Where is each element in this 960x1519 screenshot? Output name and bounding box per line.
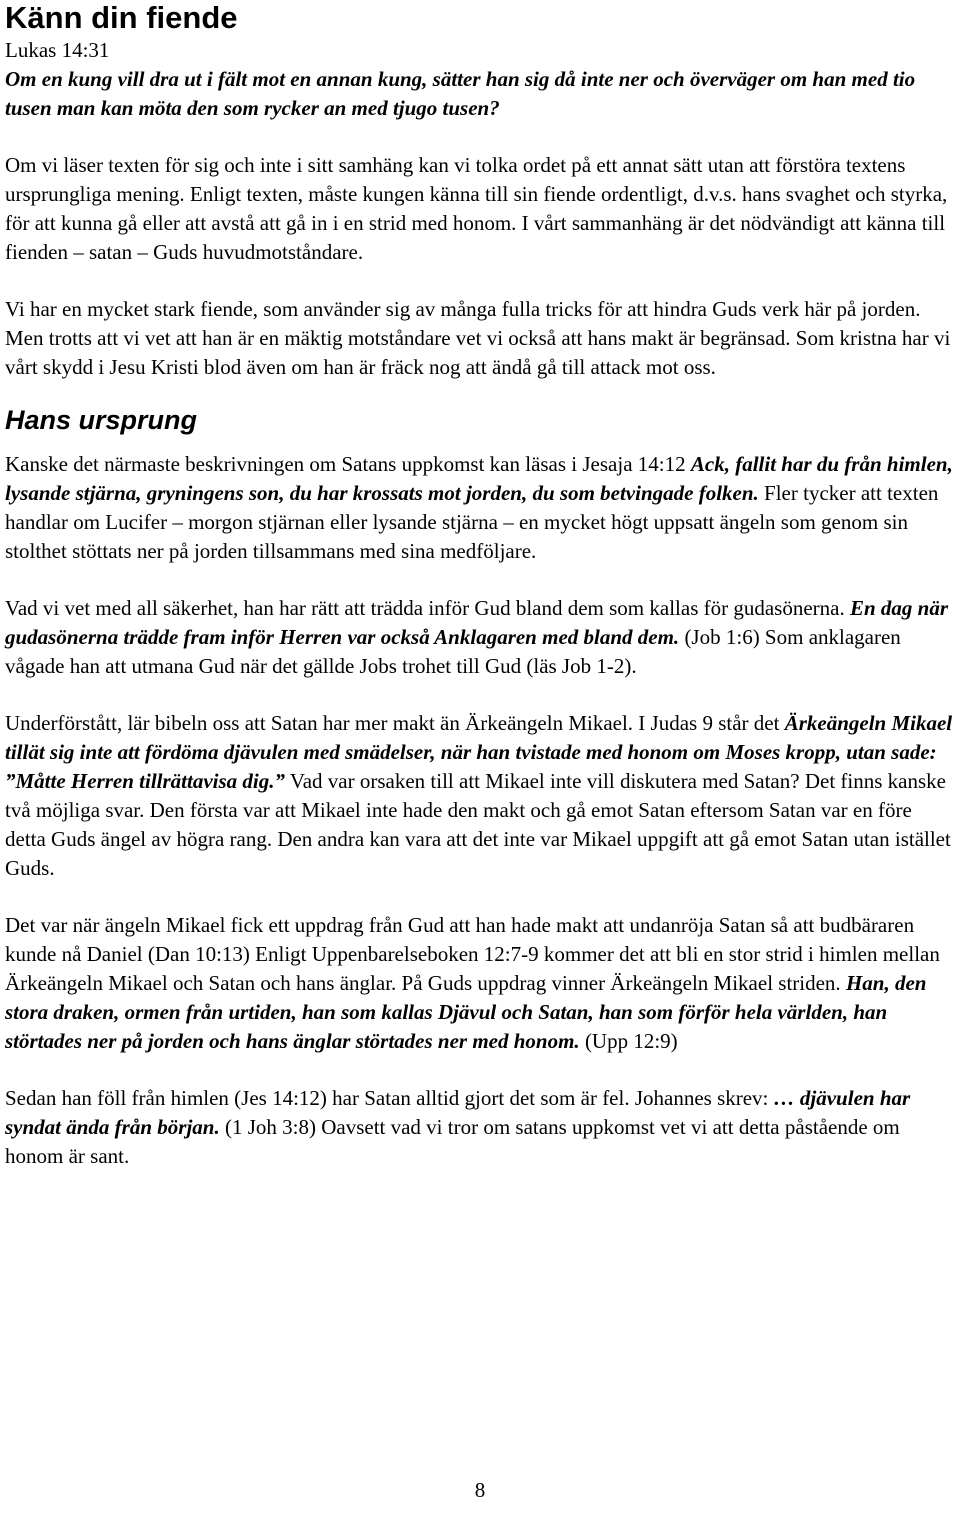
paragraph-accuser-quote: En dag när gudasönerna trädde fram inför Herren var också Anklagaren med bland dem.: [5, 596, 949, 649]
paragraph-accuser-text-c: (Job 1:6) Som anklagaren vågade han att utmana Gud när det gällde Jobs trohet till Gud (läs Job 1-2).: [5, 625, 901, 678]
paragraph-enemy: Vi har en mycket stark fiende, som använder sig av många fulla tricks för att hindra Guds verk här på jorden. Men trotts att vi vet att han är en mäktig motståndare vet vi också att hans makt är begränsad. Som kristna har vi vårt skydd i Jesu Kristi blod även om han är fräck nog att ändå gå till attack mot oss.: [5, 297, 951, 379]
paragraph-origin-text-a: Kanske det närmaste beskrivningen om Satans uppkomst kan läsas i Jesaja 14:12: [5, 452, 691, 476]
paragraph-origin-quote: Ack, fallit har du från himlen, lysande stjärna, gryningens son, du har krossats mot jorden, du som betvingade folken.: [5, 452, 953, 505]
scripture-reference: Lukas 14:31: [5, 38, 110, 62]
paragraph-origin-text-c: Fler tycker att texten handlar om Lucifer – morgon stjärnan eller lysande stjärna – en mycket högt uppsatt ängeln som genom sin stolthet stöttats ner på jorden tillsammans med sina medföljare.: [5, 481, 939, 563]
document-page: [5, 0, 957, 1199]
paragraph-origin: [5, 450, 957, 566]
paragraph-battle-text-c: (Upp 12:9): [579, 1029, 678, 1053]
page-number: 8: [474, 1478, 486, 1502]
paragraph-michael-text-a: Underförstått, lär bibeln oss att Satan har mer makt än Ärkeängeln Mikael. I Judas 9 står det: [5, 711, 785, 735]
paragraph-fall-text-a: Sedan han föll från himlen (Jes 14:12) har Satan alltid gjort det som är fel. Johannes skrev:: [5, 1086, 774, 1110]
page-title: Känn din fiende: [5, 0, 238, 35]
scripture-quote: [5, 65, 957, 123]
paragraph-michael: [5, 709, 957, 883]
paragraph-michael-text-c: Vad var orsaken till att Mikael inte vill diskutera med Satan? Det finns kanske två möjliga svar. Den första var att Mikael inte hade den makt och gå emot Satan eftersom Satan var en före detta Guds ängel av högra rang. Den andra kan vara att det inte var Mikael uppgift att gå emot Satan utan istället Guds.: [5, 769, 951, 880]
paragraph-fall-quote: … djävulen har syndat ända från början.: [5, 1086, 911, 1139]
paragraph-accuser: [5, 594, 957, 681]
paragraph-fall-text-c: (1 Joh 3:8) Oavsett vad vi tror om satans uppkomst vet vi att detta påstående om honom är sant.: [5, 1115, 900, 1168]
scripture-quote-text: Om en kung vill dra ut i fält mot en annan kung, sätter han sig då inte ner och överväger om han med tio tusen man kan möta den som rycker an med tjugo tusen?: [5, 67, 916, 120]
paragraph-battle-text-a: Det var när ängeln Mikael fick ett uppdrag från Gud att han hade makt att undanröja Satan så att budbäraren kunde nå Daniel (Dan 10:13) Enligt Uppenbarelseboken 12:7-9 kommer det att bli en stor strid i himlen mellan Ärkeängeln Mikael och Satan och hans änglar. På Guds uppdrag vinner Ärkeängeln Mikael striden.: [5, 913, 940, 995]
paragraph-michael-quote: Ärkeängeln Mikael tillät sig inte att fördöma djävulen med smädelser, när han tvistade med honom om Moses kropp, utan sade: ”Måtte Herren tillrättavisa dig.”: [5, 711, 953, 793]
paragraph-fall: [5, 1084, 957, 1171]
paragraph-battle-quote: Han, den stora draken, ormen från urtiden, han som kallas Djävul och Satan, han som förför hela världen, han störtades ner på jorden och hans änglar störtades ner med honom.: [5, 971, 927, 1053]
section-heading: Hans ursprung: [5, 405, 198, 435]
paragraph-context: Om vi läser texten för sig och inte i sitt samhäng kan vi tolka ordet på ett annat sätt utan att förstöra textens ursprungliga mening. Enligt texten, måste kungen känna till sin fiende ordentligt, d.v.s. hans svaghet och styrka, för att kunna gå eller att avstå att gå in i en strid med honom. I vårt sammanhäng är det nödvändigt att känna till fienden – satan – Guds huvudmotståndare.: [5, 153, 948, 264]
paragraph-accuser-text-a: Vad vi vet med all säkerhet, han har rätt att trädda inför Gud bland dem som kallas för gudasönerna.: [5, 596, 850, 620]
paragraph-battle: [5, 911, 957, 1056]
